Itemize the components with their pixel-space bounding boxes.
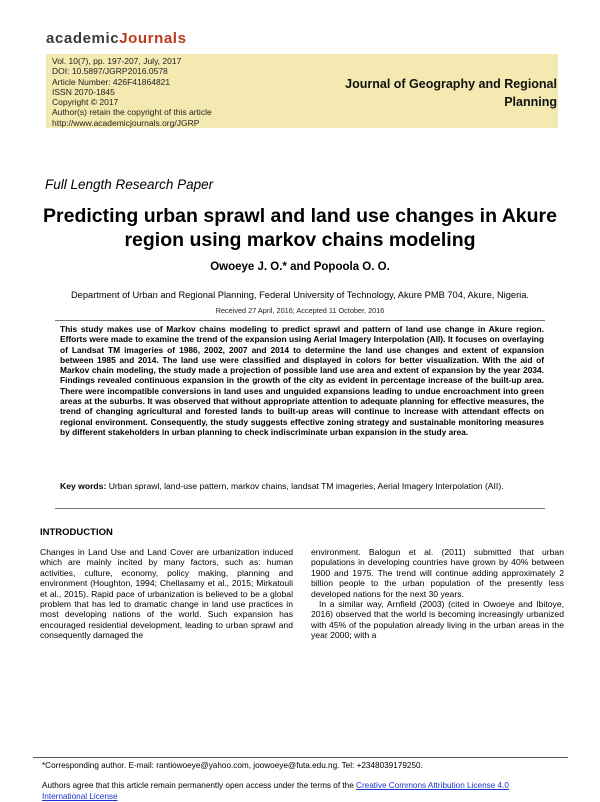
logo-text-journals: Journals xyxy=(119,30,187,47)
article-metadata xyxy=(52,56,212,128)
received-dates: Received 27 April, 2016; Accepted 11 October, 2016 xyxy=(215,306,385,315)
meta-volume: Vol. 10(7), pp. 197-207, July, 2017 xyxy=(52,56,182,66)
license-text: Authors agree that this article remain permanently open access under the terms of the xyxy=(42,781,357,790)
intro-right-paragraph-1: environment. Balogun et al. (2011) submitted that urban populations in developing countries have grown by 40% between 1900 and 1975. The trend will continue adding approximately 2 billion people to the urban population of the presently less developed nations for the next 30 years. xyxy=(311,547,564,599)
abstract-bottom-rule xyxy=(55,508,545,509)
license-note xyxy=(42,781,552,802)
abstract-top-rule xyxy=(55,320,545,321)
abstract: This study makes use of Markov chains modeling to predict sprawl and pattern of land use change in Akure region. Efforts were made to examine the trend of the expansion using Aerial Imagery Interpolation (AII). It focuses on overlaying of Landsat TM imageries of 1986, 2002, 2007 and 2014 to determine the land use changes and extent of expansion between 1985 and 2014. The land use were classified and displayed in colors for better visualization. With the aid of Markov chain modeling, the study made a projection of possible land use area and extent of expansion by the year 2034. Findings revealed continuous expansion in the growth of the city as evident in percentage increase of the built-up area. There were incompatible conversions in land uses and unguided expansions leading to undue encroachment into green areas at the suburbs. It was observed that without appropriate attention to adequate planning for effective measures, the trend of changing agricultural and forested lands to built-up areas will continue to increase with attendant effects on regional environment. Consequently, the study suggests effective zoning strategy and sustainable monitoring measures by different stakeholders in urban planning to check indiscriminate urban expansion in the study area. xyxy=(60,324,544,437)
introduction-heading: INTRODUCTION xyxy=(40,527,113,538)
meta-copyright: Copyright © 2017 xyxy=(52,97,119,108)
affiliation: Department of Urban and Regional Planning, Federal University of Technology, Akure PMB 704, Akure, Nigeria. xyxy=(70,290,530,300)
keywords-label: Key words: xyxy=(60,481,107,491)
paper-type: Full Length Research Paper xyxy=(45,177,214,192)
journal-name: Journal of Geography and Regional Planning xyxy=(345,77,557,109)
keywords xyxy=(60,481,544,492)
meta-article-number: Article Number: 426F41864821 xyxy=(52,76,171,87)
intro-column-left: Changes in Land Use and Land Cover are urbanization induced which are mainly incited by many factors, such as: human activities, culture, economy, policy making, planning and environment (Houghton, 1994; Chellasamy et al., 2015; Mirkatouli et al., 2015). Rapid pace of urbanization is believed to be a global problem that has led to dramatic change in land use practices in most developing nations of the world. Such expansion has encouraged residential development, leading to urban sprawl and consequently damaged the xyxy=(40,547,293,641)
intro-column-right xyxy=(311,547,564,641)
footnote-divider xyxy=(33,757,568,758)
corresponding-author: *Corresponding author. E-mail: rantiowoeye@yahoo.com, joowoeye@futa.edu.ng. Tel: +2348039179250. xyxy=(42,761,423,770)
meta-rights: Author(s) retain the copyright of this article xyxy=(52,107,212,118)
license-link[interactable]: Creative Commons Attribution License 4.0 International License xyxy=(42,781,509,801)
paper-title: Predicting urban sprawl and land use changes in Akure region using markov chains modeling xyxy=(43,205,557,251)
meta-url[interactable]: http://www.academicjournals.org/JGRP xyxy=(52,117,200,128)
intro-right-paragraph-2: In a similar way, Arnfield (2003) (cited in Owoeye and Ibitoye, 2016) observed that the world is becoming increasingly urbanized with 45% of the population already living in the urban areas in the year 2000; with a xyxy=(311,599,564,641)
keywords-list: Urban sprawl, land-use pattern, markov chains, landsat TM imageries, Aerial Imagery Interpolation (AII). xyxy=(106,481,504,491)
meta-issn: ISSN 2070-1845 xyxy=(52,86,115,97)
logo-text-academic: academic xyxy=(46,30,120,47)
meta-doi: DOI: 10.5897/JGRP2016.0578 xyxy=(52,66,168,77)
authors: Owoeye J. O.* and Popoola O. O. xyxy=(210,261,390,273)
publisher-logo xyxy=(46,30,187,47)
